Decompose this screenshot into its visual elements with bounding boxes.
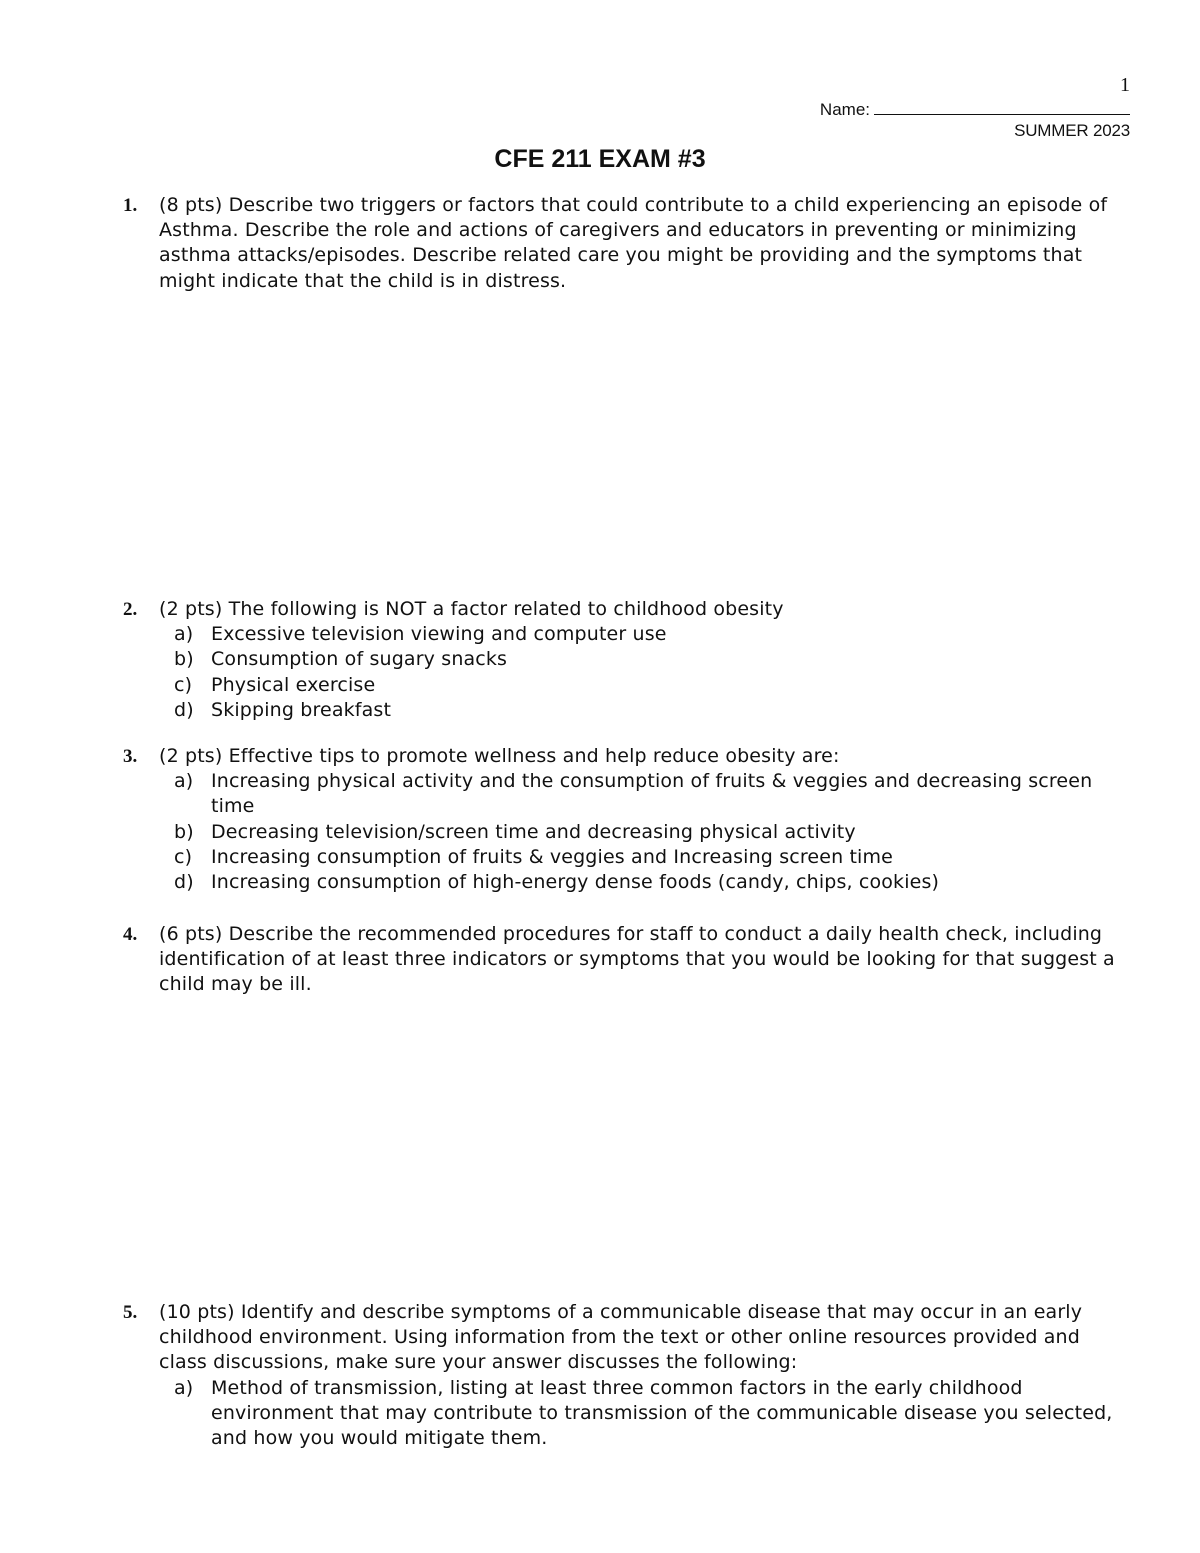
exam-term: SUMMER 2023 [1014,121,1130,140]
name-blank-line [874,100,1130,115]
option-letter: b) [174,820,194,843]
question-text: (2 pts) Effective tips to promote wellness and help reduce obesity are: [159,745,840,767]
option-text: Increasing physical activity and the consumption of fruits & veggies and decreasing screen time [211,770,1093,818]
option-letter: b) [174,648,194,671]
question-text: (2 pts) The following is NOT a factor related to childhood obesity [159,598,784,620]
answer-option [174,698,1133,723]
question-text: (10 pts) Identify and describe symptoms of a communicable disease that may occur in an early childhood environment. Using information from the text or other online resources provided and class discussions, make sure your answer discusses the following: [159,1301,1083,1374]
option-letter: a) [174,1376,194,1399]
page-number: 1 [1120,74,1130,96]
option-letter: c) [174,845,193,868]
answer-option [174,820,1133,845]
name-field [820,100,1130,120]
answer-option [174,1376,1133,1452]
option-text: Consumption of sugary snacks [211,648,508,671]
answer-option [174,870,1133,895]
name-label: Name: [819,100,870,119]
question-number: 5. [123,1302,138,1323]
question-number: 3. [123,746,138,767]
option-text: Physical exercise [211,673,376,696]
answer-options [174,622,1133,723]
option-text: Skipping breakfast [211,698,392,721]
question-5 [123,1300,1133,1451]
question-1 [123,193,1133,294]
question-number: 1. [123,195,138,216]
question-3 [123,744,1133,895]
exam-title: CFE 211 EXAM #3 [494,145,706,173]
answer-option [174,845,1133,870]
question-2 [123,597,1133,723]
option-letter: c) [174,673,193,696]
answer-option [174,673,1133,698]
answer-options [174,1376,1133,1452]
option-text: Excessive television viewing and computer use [211,623,667,646]
option-text: Method of transmission, listing at least three common factors in the early childhood environment that may contribute to transmission of the communicable disease you selected, and how you would mitigate them. [211,1376,1113,1450]
option-text: Decreasing television/screen time and decreasing physical activity [211,820,856,843]
answer-option [174,769,1133,819]
option-letter: a) [174,623,194,646]
option-letter: a) [174,770,194,793]
question-text: (8 pts) Describe two triggers or factors that could contribute to a child experiencing an episode of Asthma. Describe the role and actions of caregivers and educators in preventing or minimizing asthma attacks/episodes. Describe related care you might be providing and the symptoms that might indicate that the child is in distress. [159,194,1108,292]
answer-option [174,622,1133,647]
question-number: 2. [123,599,138,620]
option-text: Increasing consumption of high-energy dense foods (candy, chips, cookies) [211,871,940,894]
question-number: 4. [123,924,138,945]
answer-option [174,647,1133,672]
option-letter: d) [174,698,194,721]
question-text: (6 pts) Describe the recommended procedures for staff to conduct a daily health check, including identification of at least three indicators or symptoms that you would be looking for that suggest a child may be ill. [159,923,1115,996]
option-letter: d) [174,871,194,894]
option-text: Increasing consumption of fruits & veggies and Increasing screen time [211,845,893,868]
answer-options [174,769,1133,895]
question-4 [123,922,1133,998]
